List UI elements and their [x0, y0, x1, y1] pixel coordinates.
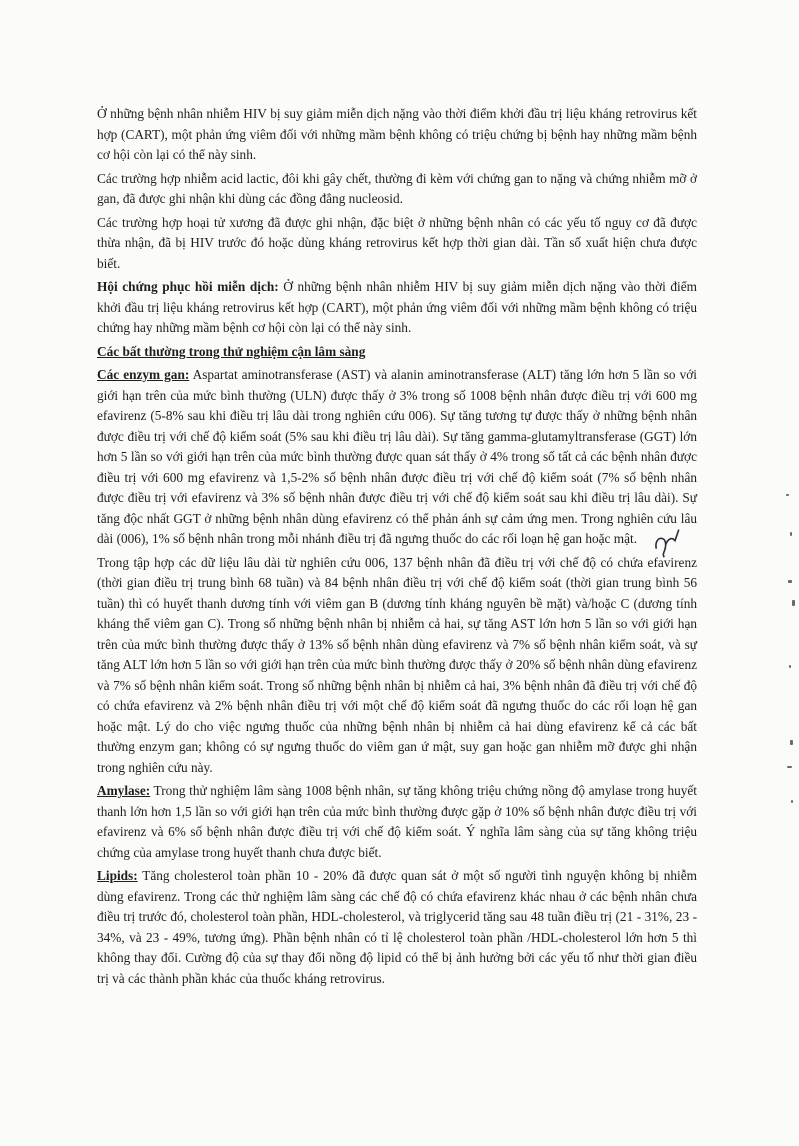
paragraph-lipids: [97, 866, 697, 989]
scan-speck: [790, 532, 792, 536]
paragraph-hepatitis-coinfection: Trong tập hợp các dữ liệu lâu dài từ nghiên cứu 006, 137 bệnh nhân đã điều trị với chế độ có chứa efavirenz (thời gian điều trị trung bình 68 tuần) và 84 bệnh nhân điều trị với chế độ kiểm soát (thời gian trung bình 56 tuần) thì có huyết thanh dương tính với viêm gan B (dương tính kháng nguyên bề mặt) và/hoặc C (dương tính kháng thể viêm gan C). Trong số những bệnh nhân bị nhiễm cả hai, sự tăng AST lớn hơn 5 lần so với giới hạn trên của mức bình thường được thấy ở 13% số bệnh nhân dùng efavirenz và 7% số bệnh nhân kiểm soát, và sự tăng ALT lớn hơn 5 lần so với giới hạn trên của mức bình thường được thấy ở 20% số bệnh nhân dùng efavirenz và 7% số bệnh nhân kiểm soát. Trong số những bệnh nhân bị nhiễm cả hai, 3% bệnh nhân đã điều trị với chế độ có chứa efavirenz và 2% bệnh nhân điều trị với một chế độ kiểm soát đã ngưng thuốc do các rối loạn hệ gan hoặc mật. Lý do cho việc ngưng thuốc của những bệnh nhân bị nhiễm cả hai dùng efavirenz kể cả các bất thường enzym gan; không có sự ngưng thuốc do viêm gan ứ mật, suy gan hoặc gan nhiễm mỡ được ghi nhận trong nghiên cứu này.: [97, 554, 697, 775]
text-liver-enzymes: Aspartat aminotransferase (AST) và alanin aminotransferase (ALT) tăng lớn hơn 5 lần so với giới hạn trên của mức bình thường (ULN) được thấy ở 3% trong số 1008 bệnh nhân được điều trị với 600 mg efavirenz (5-8% sau khi điều trị lâu dài trong nghiên cứu 006). Sự tăng tương tự được thấy ở những bệnh nhân được điều trị với chế độ kiểm soát (5% sau khi điều trị lâu dài). Sự tăng gamma-glutamyltransferase (GGT) lớn hơn 5 lần so với giới hạn trên của mức bình thường được quan sát thấy ở 4% trong số tất cả các bệnh nhân được điều trị với 600 mg efavirenz và 1,5-2% số bệnh nhân được điều trị với chế độ kiểm soát (7% số bệnh nhân được điều trị với efavirenz và 3% số bệnh nhân được điều trị với chế độ kiểm soát sau khi điều trị lâu dài). Sự tăng độc nhất GGT ở những bệnh nhân dùng efavirenz có thể phản ánh sự cảm ứng men. Trong nghiên cứu lâu dài (006), 1% số bệnh nhân trong mỗi nhánh điều trị đã ngưng thuốc do các rối loạn hệ gan hoặc mật.: [97, 367, 697, 546]
scan-speck: [789, 665, 791, 668]
scan-speck: [788, 580, 792, 583]
scan-speck: [787, 766, 792, 768]
section-title-lab-abnormalities: Các bất thường trong thử nghiệm cận lâm sàng: [97, 343, 366, 359]
paragraph-lactic-acidosis: Các trường hợp nhiễm acid lactic, đôi khi gây chết, thường đi kèm với chứng gan to nặng và chứng nhiễm mỡ ở gan, đã được ghi nhận khi dùng các đồng đẳng nucleosid.: [97, 170, 697, 206]
paragraph-liver-enzymes: [97, 365, 697, 550]
heading-immune-reconstitution: Hội chứng phục hồi miễn dịch:: [97, 279, 279, 294]
heading-liver-enzymes: Các enzym gan:: [97, 367, 190, 382]
scan-speck: [792, 600, 795, 606]
text-immune-reconstitution: Ở những bệnh nhân nhiễm HIV bị suy giảm miễn dịch nặng vào thời điểm khởi đầu trị liệu kháng retrovirus kết hợp (CART), một phản ứng viêm đối với những mầm bệnh không có triệu chứng hay những mầm bệnh cơ hội còn lại có thể này sinh.: [97, 279, 697, 335]
paragraph-immune-reconstitution: [97, 277, 697, 339]
handwritten-mark-icon: [649, 525, 688, 561]
document-body: [97, 104, 697, 992]
text-amylase: Trong thử nghiệm lâm sàng 1008 bệnh nhân, sự tăng không triệu chứng nồng độ amylase trong huyết thanh lớn hơn 1,5 lần so với giới hạn trên của mức bình thường được gặp ở 10% số bệnh nhân được điều trị với efavirenz và 6% số bệnh nhân được điều trị với chế độ kiểm soát. Ý nghĩa lâm sàng của sự tăng không triệu chứng của amylase trong huyết thanh chưa được biết.: [97, 783, 697, 860]
paragraph-osteonecrosis: Các trường hợp hoại tử xương đã được ghi nhận, đặc biệt ở những bệnh nhân có các yếu tố nguy cơ đã được thừa nhận, đã bị HIV trước đó hoặc dùng kháng retrovirus kết hợp thời gian dài. Tần số xuất hiện chưa được biết.: [97, 214, 697, 271]
paragraph-immune-1: Ở những bệnh nhân nhiễm HIV bị suy giảm miễn dịch nặng vào thời điểm khởi đầu trị liệu kháng retrovirus kết hợp (CART), một phản ứng viêm đối với những mầm bệnh không có triệu chứng bị bệnh hay những mầm bệnh cơ hội còn lại có thể này sinh.: [97, 106, 697, 162]
text-lipids: Tăng cholesterol toàn phần 10 - 20% đã được quan sát ở một số người tình nguyện không bị nhiễm dùng efavirenz. Trong các thử nghiệm lâm sàng các chế độ có chứa efavirenz khác nhau ở các bệnh nhân chưa điều trị trước đó, cholesterol toàn phần, HDL-cholesterol, và triglycerid tăng sau 48 tuần điều trị (21 - 31%, 23 - 34%, và 23 - 49%, tương ứng). Phần bệnh nhân có tỉ lệ cholesterol toàn phần /HDL-cholesterol lớn hơn 5 thì không thay đổi. Cường độ của sự thay đổi nồng độ lipid có thể bị ảnh hưởng bởi các yếu tố như thời gian điều trị và các thành phần khác của thuốc kháng retrovirus.: [97, 868, 697, 986]
scan-speck: [791, 800, 793, 803]
heading-amylase: Amylase:: [97, 783, 151, 798]
scan-speck: [786, 494, 789, 496]
scan-speck: [790, 740, 793, 745]
paragraph-amylase: [97, 781, 697, 863]
handwritten-initial-mark: [649, 525, 690, 567]
heading-lipids: Lipids:: [97, 868, 138, 883]
